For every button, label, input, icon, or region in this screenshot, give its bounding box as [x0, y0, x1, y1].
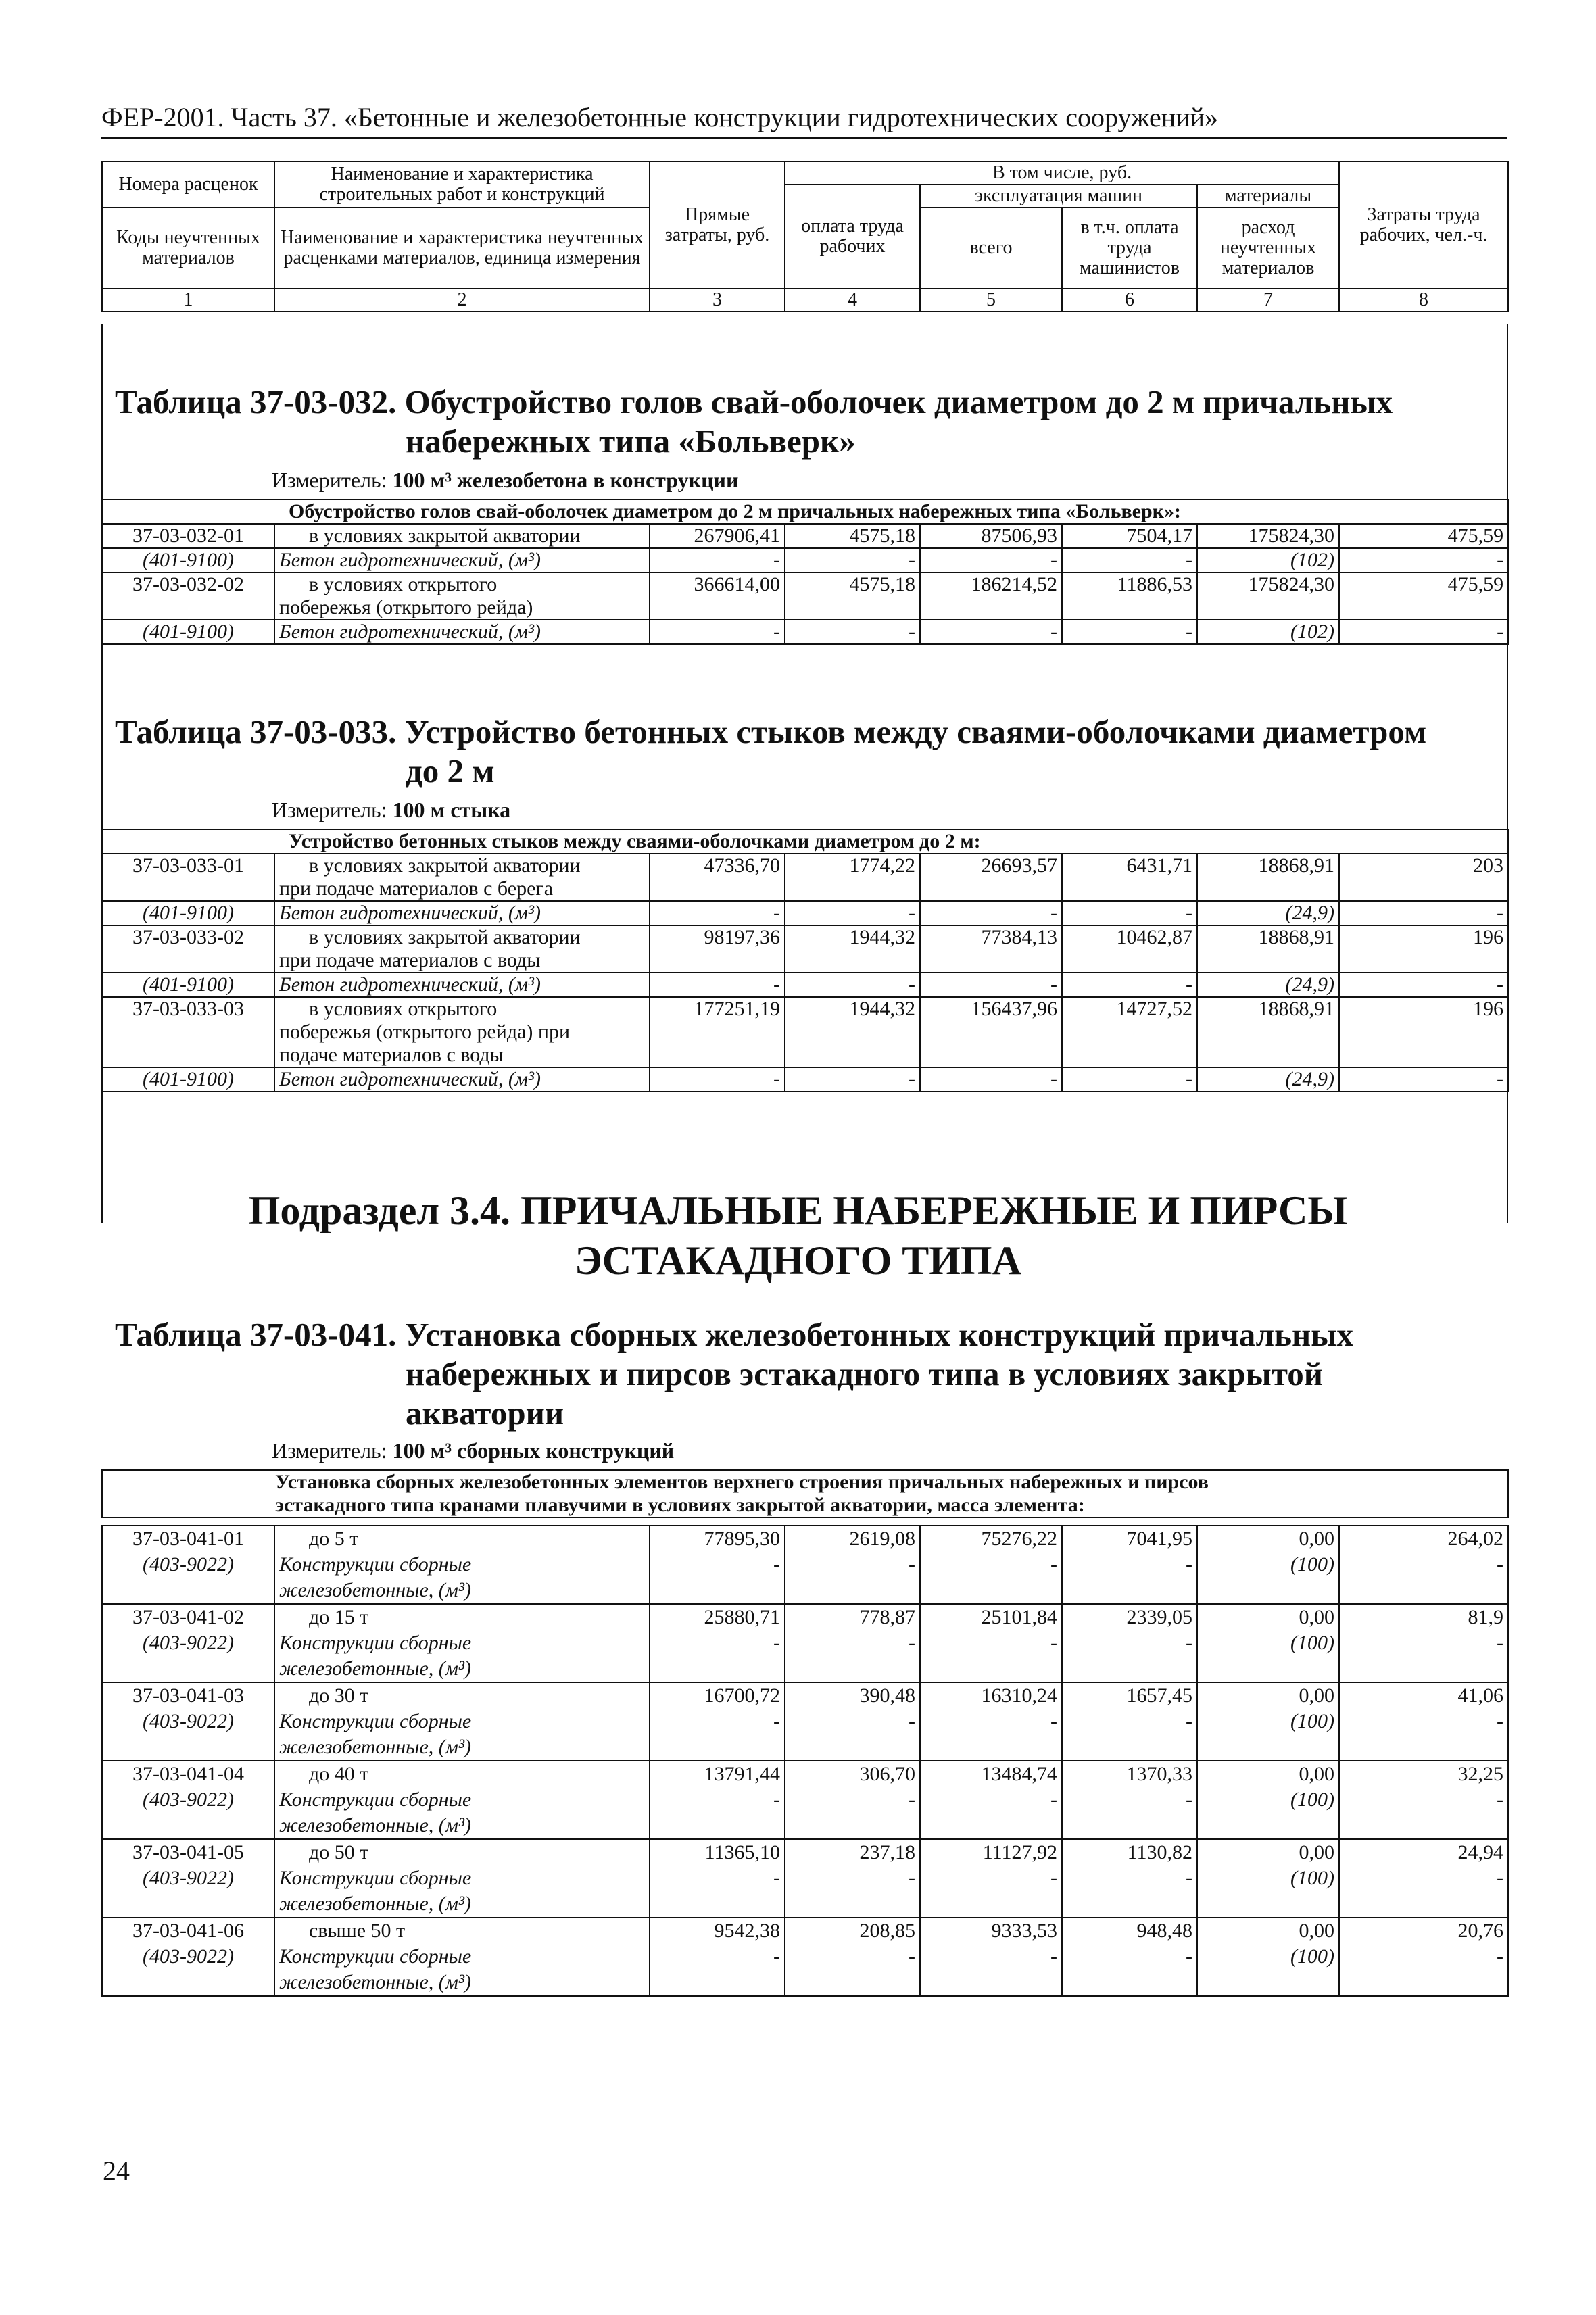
- labor-hours-cell: [1339, 1526, 1508, 1604]
- machinists-wages: 14727,52: [1062, 997, 1197, 1067]
- rate-code-text: 37-03-041-05: [132, 1841, 244, 1863]
- direct-cost-cell: [650, 1526, 785, 1604]
- material-code: (401-9100): [102, 973, 274, 997]
- machines-total-cell: [920, 1918, 1062, 1996]
- table-title-cont: акватории: [406, 1394, 564, 1432]
- col-num: 8: [1339, 289, 1508, 312]
- material-usage: (100): [1290, 1710, 1334, 1732]
- dash: -: [1186, 1553, 1192, 1576]
- wages: 1774,22: [785, 854, 920, 901]
- material-name: Конструкции сборные: [279, 1945, 472, 1968]
- dash: -: [773, 1867, 780, 1889]
- rate-code: [102, 1761, 274, 1839]
- dash: -: [650, 548, 785, 572]
- wages: 390,48: [859, 1684, 915, 1707]
- rate-code: 37-03-032-01: [102, 524, 274, 548]
- materials: 18868,91: [1197, 997, 1339, 1067]
- machinists-wages-cell: [1062, 1526, 1197, 1604]
- rate-code-text: 37-03-041-02: [132, 1606, 244, 1628]
- col-materials-header: материалы: [1197, 185, 1339, 208]
- material-code: (403-9022): [143, 1867, 234, 1889]
- labor-hours: 41,06: [1457, 1684, 1503, 1707]
- direct-cost-cell: [650, 1682, 785, 1761]
- direct-cost: 366614,00: [650, 572, 785, 620]
- wages: 4575,18: [785, 524, 920, 548]
- rate-code: [102, 1526, 274, 1604]
- dash: -: [909, 1632, 915, 1654]
- dash: -: [1186, 1632, 1192, 1654]
- material-name-cont: железобетонные, (м³): [279, 1971, 471, 1993]
- machinists-wages-cell: [1062, 1839, 1197, 1918]
- rate-code-text: 37-03-041-06: [132, 1920, 244, 1942]
- dash: -: [1050, 1632, 1057, 1654]
- col-labor-header: Затраты труда рабочих, чел.-ч.: [1339, 162, 1508, 289]
- labor-hours: 196: [1339, 925, 1508, 973]
- table-subheading: Обустройство голов свай-оболочек диаметром до 2 м причальных набережных типа «Больверк»:: [102, 499, 1508, 524]
- rate-name-line: при подаче материалов с берега: [279, 877, 554, 900]
- rate-name: [274, 1682, 650, 1761]
- measure-label: Измеритель:: [272, 1438, 393, 1463]
- dash: -: [785, 1067, 920, 1092]
- dash: -: [909, 1710, 915, 1732]
- machines-total-cell: [920, 1839, 1062, 1918]
- dash: -: [1339, 620, 1508, 644]
- materials-cell: [1197, 1761, 1339, 1839]
- machines-total: 16310,24: [981, 1684, 1057, 1707]
- measure-line: [272, 468, 738, 493]
- measure-value: 100 м³ сборных конструкций: [392, 1438, 675, 1463]
- materials-cell: [1197, 1839, 1339, 1918]
- rate-code: [102, 1682, 274, 1761]
- rate-name-line: побережья (открытого рейда): [279, 596, 533, 618]
- dash: -: [1339, 973, 1508, 997]
- material-name: Конструкции сборные: [279, 1867, 472, 1889]
- material-usage: (100): [1290, 1788, 1334, 1811]
- machinists-wages-cell: [1062, 1604, 1197, 1682]
- material-code: (403-9022): [143, 1553, 234, 1576]
- direct-cost: 98197,36: [650, 925, 785, 973]
- col-machines-total-header: всего: [920, 208, 1062, 289]
- machinists-wages-cell: [1062, 1682, 1197, 1761]
- materials: 18868,91: [1197, 854, 1339, 901]
- rate-name-text: до 30 т: [309, 1684, 369, 1707]
- table-title-cont: набережных типа «Больверк»: [406, 422, 856, 460]
- rate-name: [274, 854, 650, 901]
- rate-name: [274, 1761, 650, 1839]
- labor-hours-cell: [1339, 1682, 1508, 1761]
- rate-row: [102, 1526, 1508, 1604]
- dash: -: [650, 973, 785, 997]
- dash: -: [1062, 620, 1197, 644]
- rate-code: 37-03-033-01: [102, 854, 274, 901]
- dash: -: [909, 1867, 915, 1889]
- machines-total: 9333,53: [991, 1920, 1057, 1942]
- machines-total: 87506,93: [920, 524, 1062, 548]
- rate-name-text: до 15 т: [309, 1606, 369, 1628]
- wages-cell: [785, 1761, 920, 1839]
- materials-cell: [1197, 1526, 1339, 1604]
- machines-total-cell: [920, 1604, 1062, 1682]
- dash: -: [909, 1788, 915, 1811]
- rate-code: [102, 1839, 274, 1918]
- rate-name: [274, 1604, 650, 1682]
- labor-hours: 203: [1339, 854, 1508, 901]
- wages-cell: [785, 1526, 920, 1604]
- machines-total: 26693,57: [920, 854, 1062, 901]
- running-header: ФЕР-2001. Часть 37. «Бетонные и железобетонные конструкции гидротехнических сооружений»: [101, 102, 1219, 132]
- machines-total-cell: [920, 1526, 1062, 1604]
- materials: 175824,30: [1197, 524, 1339, 548]
- dash: -: [920, 548, 1062, 572]
- labor-hours: 264,02: [1447, 1528, 1503, 1550]
- rates-table-032: [101, 499, 1509, 645]
- dash: -: [785, 620, 920, 644]
- labor-hours: 20,76: [1457, 1920, 1503, 1942]
- dash: -: [920, 901, 1062, 925]
- dash: -: [785, 973, 920, 997]
- material-code: (403-9022): [143, 1945, 234, 1968]
- rate-code-text: 37-03-041-03: [132, 1684, 244, 1707]
- col-num: 3: [650, 289, 785, 312]
- machinists-wages: 7504,17: [1062, 524, 1197, 548]
- dash: -: [1186, 1710, 1192, 1732]
- machinists-wages: 948,48: [1136, 1920, 1192, 1942]
- col-num: 6: [1062, 289, 1197, 312]
- table-title: Таблица 37-03-032. Обустройство голов свай-оболочек диаметром до 2 м причальных: [115, 383, 1393, 420]
- col-material-usage-header: расход неучтенных материалов: [1197, 208, 1339, 289]
- rate-name-text: до 50 т: [309, 1841, 369, 1863]
- rate-name: [274, 997, 650, 1067]
- dash: -: [1050, 1788, 1057, 1811]
- rate-name: [274, 1918, 650, 1996]
- dash: -: [1050, 1553, 1057, 1576]
- dash: -: [920, 620, 1062, 644]
- rate-row: [102, 1918, 1508, 1996]
- col-wages-header: оплата труда рабочих: [785, 185, 920, 289]
- rate-code-text: 37-03-041-01: [132, 1528, 244, 1550]
- rate-row: [102, 1682, 1508, 1761]
- col-num: 7: [1197, 289, 1339, 312]
- wages-cell: [785, 1604, 920, 1682]
- dash: -: [773, 1710, 780, 1732]
- material-name: Конструкции сборные: [279, 1788, 472, 1811]
- material-usage: (102): [1197, 620, 1339, 644]
- dash: -: [785, 901, 920, 925]
- wages: 208,85: [859, 1920, 915, 1942]
- rate-code-text: 37-03-041-04: [132, 1763, 244, 1785]
- machines-total-cell: [920, 1761, 1062, 1839]
- machines-total-cell: [920, 1682, 1062, 1761]
- rate-code: [102, 1604, 274, 1682]
- machines-total: 75276,22: [981, 1528, 1057, 1550]
- materials: 0,00: [1299, 1841, 1334, 1863]
- direct-cost-cell: [650, 1839, 785, 1918]
- subheading-line: эстакадного типа кранами плавучими в условиях закрытой акватории, масса элемента:: [275, 1494, 1085, 1516]
- table-title-cont: набережных и пирсов эстакадного типа в условиях закрытой: [406, 1355, 1323, 1392]
- measure-line: [272, 798, 510, 823]
- materials-cell: [1197, 1604, 1339, 1682]
- labor-hours-cell: [1339, 1918, 1508, 1996]
- table-title-cont: до 2 м: [406, 752, 495, 789]
- direct-cost: 11365,10: [704, 1841, 780, 1863]
- machinists-wages: 10462,87: [1062, 925, 1197, 973]
- material-code: (401-9100): [102, 1067, 274, 1092]
- machines-total: 13484,74: [981, 1763, 1057, 1785]
- material-code: (403-9022): [143, 1788, 234, 1811]
- machinists-wages: 7041,95: [1126, 1528, 1192, 1550]
- measure-label: Измеритель:: [272, 468, 393, 492]
- col-machines-header: эксплуатация машин: [920, 185, 1197, 208]
- rate-row: [102, 1604, 1508, 1682]
- dash: -: [1062, 901, 1197, 925]
- materials-cell: [1197, 1918, 1339, 1996]
- dash: -: [920, 973, 1062, 997]
- wages: 1944,32: [785, 997, 920, 1067]
- dash: -: [1497, 1710, 1503, 1732]
- wages-cell: [785, 1918, 920, 1996]
- col-material-codes-header: Коды неучтенных материалов: [102, 208, 274, 289]
- rates-table-033: [101, 829, 1509, 1092]
- column-header-table: [101, 161, 1509, 312]
- rates-table-041-body: [101, 1525, 1509, 1997]
- wages: 1944,32: [785, 925, 920, 973]
- dash: -: [1186, 1788, 1192, 1811]
- col-machinists-header: в т.ч. оплата труда машинистов: [1062, 208, 1197, 289]
- material-name: Конструкции сборные: [279, 1632, 472, 1654]
- machinists-wages: 11886,53: [1062, 572, 1197, 620]
- dash: -: [1186, 1945, 1192, 1968]
- material-usage: (102): [1197, 548, 1339, 572]
- subsection-heading: Подраздел 3.4. ПРИЧАЛЬНЫЕ НАБЕРЕЖНЫЕ И ПИРСЫ: [248, 1188, 1348, 1233]
- direct-cost-cell: [650, 1761, 785, 1839]
- dash: -: [773, 1945, 780, 1968]
- wages: 306,70: [859, 1763, 915, 1785]
- col-name-header: Наименование и характеристика строительных работ и конструкций: [274, 162, 650, 208]
- rate-name-line: при подаче материалов с воды: [279, 949, 541, 971]
- machinists-wages-cell: [1062, 1761, 1197, 1839]
- col-incl-header: В том числе, руб.: [785, 162, 1339, 185]
- dash: -: [1050, 1945, 1057, 1968]
- machines-total: 11127,92: [982, 1841, 1057, 1863]
- material-name: Бетон гидротехнический, (м³): [274, 548, 650, 572]
- dash: -: [1497, 1632, 1503, 1654]
- col-num: 1: [102, 289, 274, 312]
- direct-cost-cell: [650, 1604, 785, 1682]
- machines-total: 25101,84: [981, 1606, 1057, 1628]
- table-title: Таблица 37-03-033. Устройство бетонных стыков между сваями-оболочками диаметром: [115, 713, 1427, 750]
- materials: 0,00: [1299, 1763, 1334, 1785]
- dash: -: [1062, 548, 1197, 572]
- dash: -: [1497, 1867, 1503, 1889]
- rates-table-041: [101, 1469, 1509, 1518]
- labor-hours: 81,9: [1468, 1606, 1503, 1628]
- material-usage: (100): [1290, 1867, 1334, 1889]
- material-usage: (24,9): [1197, 973, 1339, 997]
- col-direct-header: Прямые затраты, руб.: [650, 162, 785, 289]
- dash: -: [1062, 1067, 1197, 1092]
- material-usage: (100): [1290, 1553, 1334, 1576]
- material-usage: (100): [1290, 1632, 1334, 1654]
- machinists-wages: 2339,05: [1126, 1606, 1192, 1628]
- direct-cost: 177251,19: [650, 997, 785, 1067]
- material-code: (403-9022): [143, 1632, 234, 1654]
- material-code: (403-9022): [143, 1710, 234, 1732]
- col-codes-header: Номера расценок: [102, 162, 274, 208]
- rate-name-text: до 5 т: [309, 1528, 359, 1550]
- material-name-cont: железобетонные, (м³): [279, 1736, 471, 1758]
- direct-cost: 13791,44: [704, 1763, 780, 1785]
- rate-name-line: подаче материалов с воды: [279, 1044, 504, 1066]
- rate-row: [102, 1761, 1508, 1839]
- material-code: (401-9100): [102, 548, 274, 572]
- rate-code: 37-03-033-03: [102, 997, 274, 1067]
- dash: -: [1497, 1945, 1503, 1968]
- rate-name: [274, 1839, 650, 1918]
- table-title: Таблица 37-03-041. Установка сборных железобетонных конструкций причальных: [115, 1316, 1354, 1353]
- rate-name: [274, 1526, 650, 1604]
- rate-name-line: побережья (открытого рейда) при: [279, 1021, 571, 1043]
- rate-name: в условиях закрытой акватории: [274, 524, 650, 548]
- material-name: Бетон гидротехнический, (м³): [274, 1067, 650, 1092]
- table-subheading: [102, 1470, 1508, 1517]
- material-name: Бетон гидротехнический, (м³): [274, 973, 650, 997]
- rate-name-text: до 40 т: [309, 1763, 369, 1785]
- materials: 0,00: [1299, 1920, 1334, 1942]
- dash: -: [1186, 1867, 1192, 1889]
- dash: -: [1339, 548, 1508, 572]
- wages: 237,18: [859, 1841, 915, 1863]
- labor-hours: 475,59: [1339, 524, 1508, 548]
- rate-code: 37-03-032-02: [102, 572, 274, 620]
- direct-cost: 47336,70: [650, 854, 785, 901]
- labor-hours: 475,59: [1339, 572, 1508, 620]
- dash: -: [909, 1553, 915, 1576]
- dash: -: [1339, 901, 1508, 925]
- direct-cost: 25880,71: [704, 1606, 780, 1628]
- material-name: Конструкции сборные: [279, 1553, 472, 1576]
- wages: 778,87: [859, 1606, 915, 1628]
- rate-row: [102, 1839, 1508, 1918]
- material-name: Бетон гидротехнический, (м³): [274, 901, 650, 925]
- rate-name-line: в условиях открытого: [309, 998, 498, 1020]
- dash: -: [1497, 1553, 1503, 1576]
- machines-total: 77384,13: [920, 925, 1062, 973]
- col-num: 5: [920, 289, 1062, 312]
- materials: 18868,91: [1197, 925, 1339, 973]
- rate-name-line: в условиях открытого: [309, 573, 498, 595]
- material-name: Конструкции сборные: [279, 1710, 472, 1732]
- labor-hours: 24,94: [1457, 1841, 1503, 1863]
- material-code: (401-9100): [102, 620, 274, 644]
- direct-cost: 16700,72: [704, 1684, 780, 1707]
- direct-cost: 77895,30: [704, 1528, 780, 1550]
- rate-name: [274, 925, 650, 973]
- measure-value: 100 м³ железобетона в конструкции: [392, 468, 739, 492]
- materials: 0,00: [1299, 1684, 1334, 1707]
- dash: -: [1050, 1867, 1057, 1889]
- machinists-wages: 1370,33: [1126, 1763, 1192, 1785]
- labor-hours: 32,25: [1457, 1763, 1503, 1785]
- dash: -: [773, 1788, 780, 1811]
- material-name-cont: железобетонные, (м³): [279, 1657, 471, 1680]
- wages: 2619,08: [849, 1528, 915, 1550]
- material-code: (401-9100): [102, 901, 274, 925]
- labor-hours-cell: [1339, 1604, 1508, 1682]
- direct-cost-cell: [650, 1918, 785, 1996]
- wages-cell: [785, 1682, 920, 1761]
- rate-name-line: в условиях закрытой акватории: [309, 854, 581, 877]
- dash: -: [785, 548, 920, 572]
- wages-cell: [785, 1839, 920, 1918]
- col-num: 2: [274, 289, 650, 312]
- labor-hours-cell: [1339, 1839, 1508, 1918]
- dash: -: [650, 1067, 785, 1092]
- material-name-cont: железобетонные, (м³): [279, 1814, 471, 1836]
- col-material-names-header: Наименование и характеристика неучтенных расценками материалов, единица измерения: [274, 208, 650, 289]
- header-rule: [101, 137, 1507, 139]
- material-usage: (24,9): [1197, 1067, 1339, 1092]
- materials-cell: [1197, 1682, 1339, 1761]
- rate-name: [274, 572, 650, 620]
- dash: -: [1062, 973, 1197, 997]
- subheading-line: Установка сборных железобетонных элементов верхнего строения причальных набережных и пирсов: [275, 1471, 1209, 1493]
- rate-name-line: в условиях закрытой акватории: [309, 926, 581, 948]
- machines-total: 186214,52: [920, 572, 1062, 620]
- machines-total: 156437,96: [920, 997, 1062, 1067]
- labor-hours: 196: [1339, 997, 1508, 1067]
- dash: -: [909, 1945, 915, 1968]
- rate-name-text: свыше 50 т: [309, 1920, 406, 1942]
- measure-label: Измеритель:: [272, 798, 393, 822]
- machinists-wages-cell: [1062, 1918, 1197, 1996]
- materials: 0,00: [1299, 1528, 1334, 1550]
- rate-code: [102, 1918, 274, 1996]
- labor-hours-cell: [1339, 1761, 1508, 1839]
- dash: -: [1497, 1788, 1503, 1811]
- wages: 4575,18: [785, 572, 920, 620]
- measure-value: 100 м стыка: [392, 798, 511, 822]
- machinists-wages: 1130,82: [1127, 1841, 1192, 1863]
- material-name-cont: железобетонные, (м³): [279, 1579, 471, 1601]
- measure-line: [272, 1438, 674, 1463]
- material-usage: (24,9): [1197, 901, 1339, 925]
- col-num: 4: [785, 289, 920, 312]
- machinists-wages: 1657,45: [1126, 1684, 1192, 1707]
- dash: -: [773, 1553, 780, 1576]
- material-name-cont: железобетонные, (м³): [279, 1893, 471, 1915]
- dash: -: [1339, 1067, 1508, 1092]
- material-name: Бетон гидротехнический, (м³): [274, 620, 650, 644]
- materials: 175824,30: [1197, 572, 1339, 620]
- materials: 0,00: [1299, 1606, 1334, 1628]
- page-number: 24: [103, 2155, 130, 2186]
- direct-cost: 9542,38: [714, 1920, 780, 1942]
- dash: -: [650, 620, 785, 644]
- dash: -: [920, 1067, 1062, 1092]
- direct-cost: 267906,41: [650, 524, 785, 548]
- rate-code: 37-03-033-02: [102, 925, 274, 973]
- table-subheading: Устройство бетонных стыков между сваями-оболочками диаметром до 2 м:: [102, 829, 1508, 854]
- dash: -: [773, 1632, 780, 1654]
- machinists-wages: 6431,71: [1062, 854, 1197, 901]
- dash: -: [1050, 1710, 1057, 1732]
- dash: -: [650, 901, 785, 925]
- subsection-heading-cont: ЭСТАКАДНОГО ТИПА: [575, 1238, 1021, 1283]
- material-usage: (100): [1290, 1945, 1334, 1968]
